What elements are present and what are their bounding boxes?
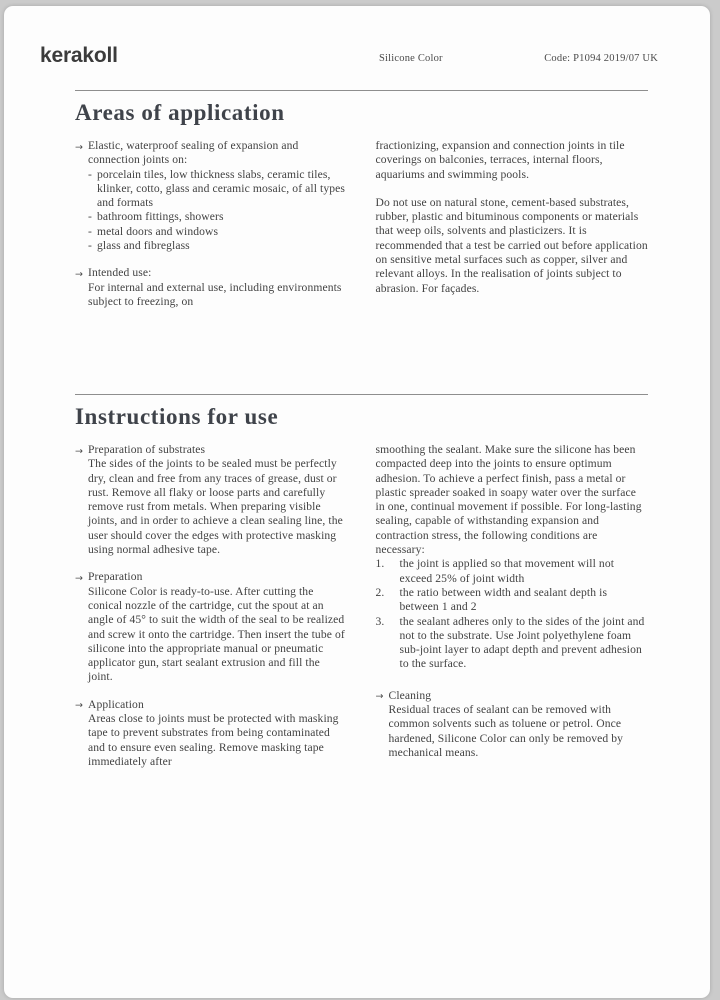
bullet-item — [75, 570, 348, 684]
bullet-label: Cleaning — [388, 688, 432, 702]
item-number: 1. — [375, 557, 385, 571]
bullet-lead: Elastic, waterproof sealing of expansion and connection joints on: — [88, 139, 299, 167]
sub-item-text: metal doors and windows — [97, 224, 219, 238]
arrow-bullet-icon: → — [75, 141, 84, 153]
section-title: Areas of application — [75, 100, 285, 125]
right-column — [376, 139, 649, 309]
bullet-label: Application — [88, 697, 144, 711]
section-instructions-for-use — [75, 394, 648, 769]
paragraph: fractionizing, expansion and connection joints in tile coverings on balconies, terraces, internal floors, aquariums and swimming pools. — [375, 139, 625, 181]
numbered-list — [376, 557, 649, 671]
section-areas-of-application — [75, 6, 648, 394]
paragraph: smoothing the sealant. Make sure the silicone has been compacted deep into the joints to ensure optimum adhesion. To achieve a perfect finish, pass a metal or plastic spreader soaked in soapy water over the surface in one, continual movement if possible. For long-lasting sealing, capable of withstanding expansion and contraction stress, the following conditions are necessary: — [375, 443, 642, 557]
arrow-bullet-icon: → — [75, 700, 84, 712]
numbered-item-text: the joint is applied so that movement will not exceed 25% of joint width — [399, 557, 615, 585]
sub-item-text: porcelain tiles, low thickness slabs, ceramic tiles, klinker, cotto, glass and ceramic mosaic, of all types and formats — [97, 167, 346, 210]
kerakoll-logo: kerakoll — [40, 44, 118, 67]
bullet-item — [376, 689, 649, 760]
document-page — [4, 6, 710, 998]
bullet-item — [75, 443, 348, 557]
section-divider — [75, 90, 648, 91]
right-column — [376, 443, 649, 769]
bullet-text: Areas close to joints must be protected with masking tape to prevent substrates from being contaminated and to ensure even sealing. Remove masking tape immediately after — [88, 712, 339, 768]
section-divider — [75, 394, 648, 395]
two-column-body — [75, 139, 648, 309]
bullet-item — [75, 698, 348, 769]
arrow-bullet-icon: → — [375, 691, 384, 703]
arrow-bullet-icon: → — [75, 445, 84, 457]
arrow-bullet-icon: → — [75, 572, 84, 584]
bullet-text: Residual traces of sealant can be removed with common solvents such as toluene or petrol. Once hardened, Silicone Color can only be removed by mechanical means. — [388, 703, 624, 759]
dash-bullet-icon: - — [88, 167, 92, 181]
doc-title: Silicone Color — [379, 53, 443, 64]
sub-item — [88, 168, 348, 211]
section-title: Instructions for use — [75, 404, 279, 429]
numbered-item-text: the ratio between width and sealant depth is between 1 and 2 — [399, 585, 608, 614]
left-column — [75, 139, 348, 309]
bullet-label: Preparation — [88, 570, 143, 584]
sub-item-text: bathroom fittings, showers — [97, 210, 224, 224]
sub-item-text: glass and fibreglass — [97, 239, 190, 253]
numbered-item-text: the sealant adheres only to the sides of the joint and not to the substrate. Use Joint polyethylene foam sub-joint layer to adapt depth and prevent adhesion to the surface. — [399, 614, 645, 671]
sub-item — [88, 239, 348, 253]
doc-code: Code: P1094 2019/07 UK — [544, 53, 658, 64]
numbered-item — [376, 586, 649, 615]
dash-bullet-icon: - — [88, 210, 92, 224]
two-column-body — [75, 443, 648, 769]
dash-bullet-icon: - — [88, 224, 92, 238]
paragraph: Do not use on natural stone, cement-based substrates, rubber, plastic and bituminous components or materials that weep oils, solvents and plasticizers. It is recommended that a test be carried out before application on sensitive metal surfaces such as copper, silver and relevant alloys. In the realisation of joints subject to abrasion. For façades. — [375, 195, 648, 295]
bullet-item — [75, 266, 348, 309]
arrow-bullet-icon: → — [75, 268, 84, 280]
bullet-text: Silicone Color is ready-to-use. After cutting the conical nozzle of the cartridge, cut the spout at an angle of 45° to suit the width of the seal to be realized and screw it onto the cartridge. Then insert the tube of silicone into the appropriate manual or pneumatic applicator gun, start sealant extrusion and fill the joint. — [88, 584, 345, 684]
bullet-label: Intended use: — [88, 266, 152, 280]
left-column — [75, 443, 348, 769]
sub-item — [88, 225, 348, 239]
bullet-item — [75, 139, 348, 253]
item-number: 3. — [375, 614, 385, 628]
numbered-item — [376, 615, 649, 672]
bullet-text: The sides of the joints to be sealed must be perfectly dry, clean and free from any traces of grease, dust or rust. Remove all flaky or loose parts and carefully remove rust from metals. When preparing visible joints, and in order to achieve a clean sealing line, the user should cover the edges with protective masking using normal adhesive tape. — [88, 457, 343, 557]
item-number: 2. — [375, 585, 385, 599]
sub-item — [88, 210, 348, 224]
bullet-text: For internal and external use, including environments subject to freezing, on — [88, 280, 342, 308]
dash-bullet-icon: - — [88, 239, 92, 253]
numbered-item — [376, 557, 649, 586]
bullet-label: Preparation of substrates — [88, 443, 206, 456]
